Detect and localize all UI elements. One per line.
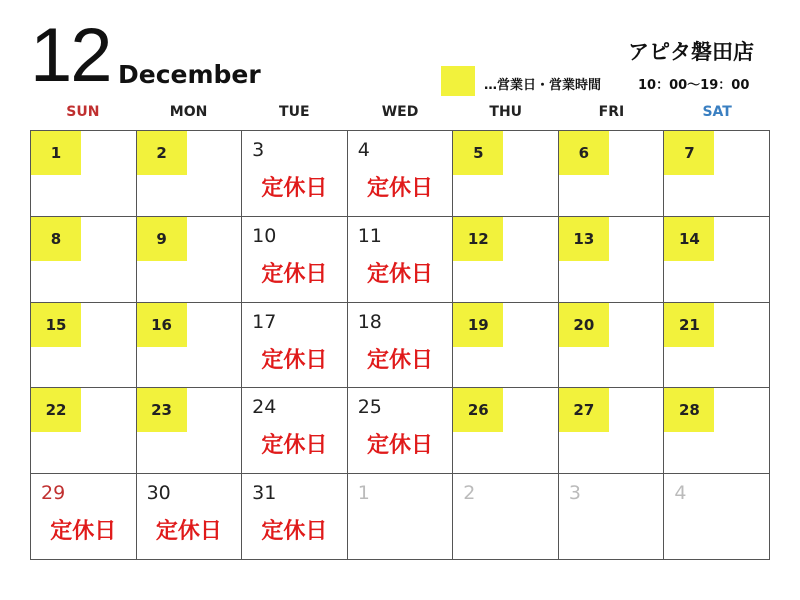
open-day-number: 15 [31,303,81,347]
open-day-number: 14 [664,217,714,261]
calendar-cell-day-2 [137,131,243,217]
calendar-cell-day-4 [348,131,454,217]
calendar-cell-day-20 [559,303,665,389]
open-day-number: 8 [31,217,81,261]
day-number: 4 [674,482,687,505]
weekday-tue: TUE [279,104,310,120]
day-number: 2 [463,482,476,505]
calendar-cell-day-14 [664,217,770,303]
closed-day-label: 定休日 [261,176,328,201]
calendar-cell-day-19 [453,303,559,389]
calendar-cell-day-23 [137,388,243,474]
open-day-number: 16 [137,303,187,347]
open-day-number: 6 [559,131,609,175]
calendar-cell-day-18 [348,303,454,389]
calendar-cell-day-17 [242,303,348,389]
open-day-number: 20 [559,303,609,347]
day-number: 11 [357,224,382,247]
closed-day-label: 定休日 [366,176,433,201]
calendar-cell-day-22 [31,388,137,474]
calendar-cell-day-21 [664,303,770,389]
store-name: アピタ磐田店 [628,40,754,64]
weekday-fri: FRI [598,104,625,120]
weekday-header-row [30,104,770,126]
day-number: 3 [252,139,265,161]
calendar-cell-day-3 [242,131,348,217]
calendar-cell-day-10 [242,217,348,303]
closed-day-label: 定休日 [366,347,433,373]
weekday-sat: SAT [702,104,732,120]
open-day-number: 7 [664,131,714,175]
weekday-mon: MON [169,104,208,120]
calendar-cell-day-12 [453,217,559,303]
calendar-cell-day-27 [559,388,665,474]
open-day-number: 9 [137,217,187,261]
open-day-number: 21 [664,303,714,347]
day-number: 10 [252,224,277,247]
open-day-number: 5 [453,131,503,175]
open-day-number: 27 [559,388,609,432]
calendar-cell-day-9 [137,217,243,303]
calendar-cell-day-24 [242,388,348,474]
month-name: December [118,60,261,89]
day-number: 1 [357,482,370,505]
day-number: 17 [252,310,277,333]
closed-day-label: 定休日 [261,261,328,287]
open-day-number: 12 [453,217,503,261]
open-day-number: 2 [137,131,187,175]
open-day-number: 13 [559,217,609,261]
calendar-cell-day-26 [453,388,559,474]
day-number: 4 [357,139,370,161]
legend-label: …営業日・営業時間 [484,78,602,93]
calendar-cell-day-15 [31,303,137,389]
open-day-number: 26 [453,388,503,432]
calendar-cell-day-25 [348,388,454,474]
calendar-cell-next-month [453,474,559,560]
day-number: 25 [357,396,382,419]
open-day-number: 23 [137,388,187,432]
calendar-cell-next-month [348,474,454,560]
calendar-cell-day-7 [664,131,770,217]
closed-day-label: 定休日 [155,519,222,545]
day-number: 24 [252,396,277,419]
day-number: 30 [146,482,171,505]
calendar-cell-day-5 [453,131,559,217]
open-day-number: 1 [31,131,81,175]
open-day-number: 28 [664,388,714,432]
month-number: 12 [30,13,111,98]
closed-day-label: 定休日 [261,347,328,373]
calendar-cell-day-11 [348,217,454,303]
calendar-cell-day-29 [31,474,137,560]
closed-day-label: 定休日 [261,519,328,545]
day-number: 18 [357,310,382,333]
calendar-grid [30,130,770,560]
calendar-cell-next-month [559,474,665,560]
calendar-cell-day-13 [559,217,665,303]
closed-day-label: 定休日 [366,433,433,459]
calendar-cell-day-8 [31,217,137,303]
day-number: 3 [568,482,581,505]
calendar-cell-day-28 [664,388,770,474]
calendar-cell-next-month [664,474,770,560]
open-day-number: 22 [31,388,81,432]
weekday-sun: SUN [66,104,100,120]
closed-day-label: 定休日 [261,433,328,459]
weekday-wed: WED [381,104,419,120]
open-day-number: 19 [453,303,503,347]
business-hours: 10：00～19：00 [638,78,750,93]
calendar-cell-day-6 [559,131,665,217]
calendar-cell-day-31 [242,474,348,560]
calendar-cell-day-16 [137,303,243,389]
calendar-cell-day-1 [31,131,137,217]
legend-open-day-swatch [441,66,475,96]
day-number: 29 [41,482,66,505]
closed-day-label: 定休日 [366,261,433,287]
weekday-thu: THU [489,104,523,120]
closed-day-label: 定休日 [50,519,117,545]
day-number: 31 [252,482,277,505]
calendar-cell-day-30 [137,474,243,560]
